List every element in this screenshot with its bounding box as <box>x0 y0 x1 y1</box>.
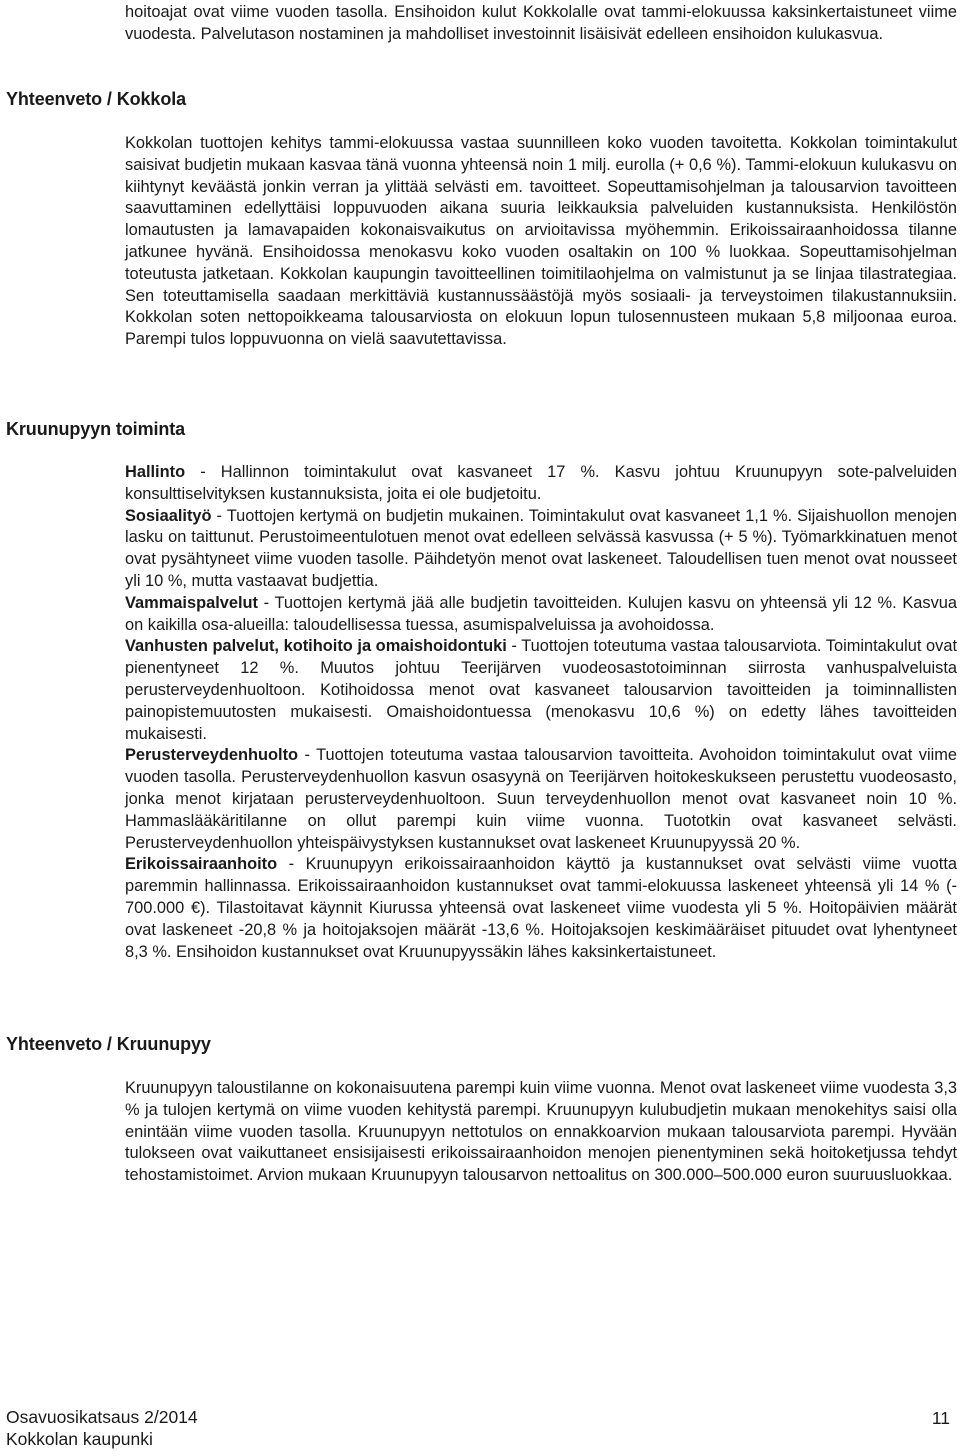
term-perusterveydenhuolto: Perusterveydenhuolto <box>125 746 299 765</box>
term-sosiaalityo: Sosiaalityö <box>125 506 212 525</box>
kruunupyy-operations-body <box>125 462 957 963</box>
page-number: 11 <box>931 1408 950 1428</box>
term-vammaispalvelut: Vammaispalvelut <box>125 593 259 612</box>
section-heading-kruunupyy-summary: Yhteenveto / Kruunupyy <box>6 1034 211 1054</box>
footer-publication: Osavuosikatsaus 2/2014 <box>6 1407 198 1427</box>
term-hallinto: Hallinto <box>125 463 186 481</box>
term-vanhusten-palvelut: Vanhusten palvelut, kotihoito ja omaishoidontuki <box>125 637 507 656</box>
kokkola-summary-paragraph: Kokkolan tuottojen kehitys tammi-elokuussa vastaa suunnilleen koko vuoden tavoitetta. Kokkolan toimintakulut saisivat budjetin mukaan kasvaa tänä vuonna yhteensä noin 1 milj. eurolla (+ 0,6 %). Tammi-elokuun kulukasvu on kiihtynyt keväästä jonkin verran ja ylittää selvästi em. tavoitteet. Sopeuttamisohjelman ja talousarvion tavoitteen saavuttaminen edellyttäisi loppuvuoden aikana suuria leikkauksia palveluiden kustannuksista. Henkilöstön lomautusten ja lamavapaiden kokonaisvaikutus on arvioitavissa myöhemmin. Erikoissairaanhoidossa tilanne jatkunee hyvänä. Ensihoidossa menokasvu koko vuoden osaltakin on 100 % luokkaa. Sopeuttamisohjelman toteutusta jatketaan. Kokkolan kaupungin tavoitteellinen toimitilaohjelma on valmistunut ja se linjaa tilastrategiaa. Sen toteuttamisella saadaan merkittäviä kustannussäästöjä myös sosiaali- ja terveystoimen tilakustannuksiin. Kokkolan soten nettopoikkeama talousarviosta on elokuun lopun tulosennusteen mukaan 5,8 miljoonaa euroa. Parempi tulos loppuvuonna on vielä saavutettavissa. <box>125 134 957 349</box>
paragraph-perusterveydenhuolto <box>125 745 957 854</box>
paragraph-erikoissairaanhoito <box>125 854 957 963</box>
text-hallinto: - Hallinnon toimintakulut ovat kasvaneet 17 %. Kasvu johtuu Kruunupyyn sote-palveluiden konsulttiselvityksen kustannuksista, joita ei ole budjetoitu. <box>125 463 957 503</box>
text-erikoissairaanhoito: - Kruunupyyn erikoissairaanhoidon käyttö ja kustannukset ovat selvästi viime vuotta paremmin hallinnassa. Erikoissairaanhoidon kustannukset ovat tammi-elokuussa laskeneet yhteensä yli 14 % (- 700.000 €). Tilastoitavat käynnit Kiurussa yhteensä ovat laskeneet viime vuodesta yli 5 %. Hoitopäivien määrät ovat laskeneet -20,8 % ja hoitojaksojen määrät -13,6 %. Hoitojaksojen keskimääräiset pituudet ovat lyhentyneet 8,3 %. Ensihoidon kustannukset ovat Kruunupyyssäkin lähes kaksinkertaistuneet. <box>125 855 957 961</box>
section-heading-kokkola-summary: Yhteenveto / Kokkola <box>6 89 187 109</box>
paragraph-hallinto <box>125 462 957 506</box>
text-perusterveydenhuolto: - Tuottojen toteutuma vastaa talousarvion tavoitteita. Avohoidon toimintakulut ovat viime vuoden tasolla. Perusterveydenhuollon kasvun osasyynä on Teerijärven hoitokeskukseen perustettu vuodeosasto, jonka menot kirjataan perusterveydenhuoltoon. Suun terveydenhuollon menot ovat kasvaneet noin 10 %. Hammaslääkäritilanne on ollut parempi kuin viime vuonna. Tuototkin ovat kasvaneet selvästi. Perusterveydenhuollon yhteispäivystyksen kustannukset ovat laskeneet Kruunupyyssä 20 %. <box>125 746 957 852</box>
term-erikoissairaanhoito: Erikoissairaanhoito <box>125 855 278 874</box>
text-vanhusten-palvelut: - Tuottojen toteutuma vastaa talousarviota. Toimintakulut ovat pienentyneet 12 %. Muutos johtuu Teerijärven vuodeosastotoiminnan siirrosta vanhuspalveluista perusterveydenhuoltoon. Kotihoidossa menot ovat kasvaneet talousarvion tavoitteiden ja toiminnallisten painopistemuutosten mukaisesti. Omaishoidontuessa (menokasvu 10,6 %) on edetty lähes tavoitteiden mukaisesti. <box>125 637 958 743</box>
section-heading-kruunupyy-operations: Kruunupyyn toiminta <box>6 419 186 439</box>
intro-paragraph: hoitoajat ovat viime vuoden tasolla. Ensihoidon kulut Kokkolalle ovat tammi-elokuussa kaksinkertaistuneet viime vuodesta. Palvelutason nostaminen ja mahdolliset investoinnit lisäisivät edelleen ensihoidon kulukasvua. <box>125 3 957 43</box>
paragraph-vanhusten-palvelut <box>125 636 957 745</box>
text-sosiaalityo: - Tuottojen kertymä on budjetin mukainen. Toimintakulut ovat kasvaneet 1,1 %. Sijaishuollon menojen lasku on taittunut. Perustoimeentulotuen menot ovat edelleen selvässä kasvussa (+ 5 %). Työmarkkinatuen menot ovat pysähtyneet viime vuoden tasolle. Päihdetyön menot ovat laskeneet. Taloudellisen tuen menot ovat nousseet yli 10 %, mutta vastaavat budjettia. <box>125 506 957 590</box>
page-footer <box>6 1406 198 1450</box>
kruunupyy-summary-paragraph: Kruunupyyn taloustilanne on kokonaisuutena parempi kuin viime vuonna. Menot ovat laskeneet viime vuodesta 3,3 % ja tulojen kertymä on viime vuoden kehitystä parempi. Kruunupyyn kulubudjetin mukaan menokehitys saisi olla enintään viime vuoden tasolla. Kruunupyyn nettotulos on ennakkoarvion mukaan talousarviota parempi. Hyvään tulokseen ovat vaikuttaneet ensisijaisesti erikoissairaanhoidon menojen pienentyminen sekä hoitoketjussa tehdyt tehostamistoimet. Arvion mukaan Kruunupyyn talousarvon nettoalitus on 300.000–500.000 euron suuruusluokkaa. <box>125 1079 957 1185</box>
paragraph-vammaispalvelut <box>125 593 957 637</box>
text-vammaispalvelut: - Tuottojen kertymä jää alle budjetin tavoitteiden. Kulujen kasvu on yhteensä yli 12 %. Kasvua on kaikilla osa-alueilla: taloudellisessa tuessa, asumispalveluissa ja avohoidossa. <box>125 593 957 634</box>
footer-organization: Kokkolan kaupunki <box>6 1429 153 1449</box>
paragraph-sosiaalityo <box>125 506 957 593</box>
